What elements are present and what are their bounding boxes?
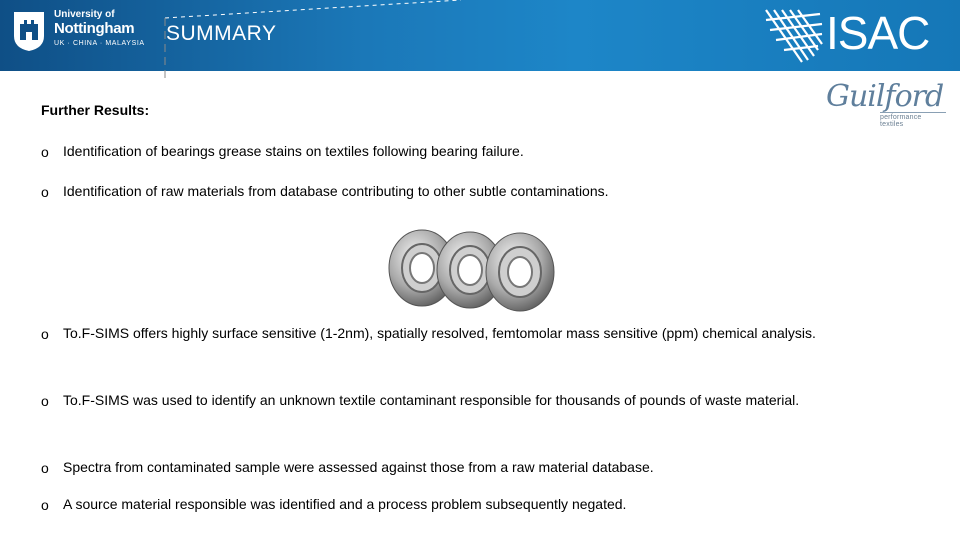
slide-title: SUMMARY [166, 22, 277, 45]
bullet-marker: o [41, 326, 49, 342]
isac-logo[interactable] [762, 6, 942, 66]
university-line1: University of [54, 9, 115, 20]
header-bar [0, 0, 960, 71]
bullet-text: Identification of raw materials from database contributing to other subtle contaminations. [63, 183, 609, 199]
university-line2: Nottingham [54, 20, 135, 37]
bullet-text: To.F-SIMS offers highly surface sensitive (1-2nm), spatially resolved, femtomolar mass sensitive (ppm) chemical analysis. [63, 325, 816, 341]
bullet-marker: o [41, 144, 49, 160]
bullet-marker: o [41, 460, 49, 476]
guilford-logo[interactable] [826, 79, 946, 128]
bullet-marker: o [41, 184, 49, 200]
bullet-text: A source material responsible was identified and a process problem subsequently negated. [63, 496, 627, 512]
bullet-text: To.F-SIMS was used to identify an unknown textile contaminant responsible for thousands of pounds of waste material. [63, 392, 800, 408]
section-heading: Further Results: [41, 102, 150, 118]
university-wordmark [54, 8, 145, 47]
university-logo[interactable] [12, 8, 152, 56]
guilford-tagline: performance textiles [880, 112, 946, 128]
guilford-wordmark: Guilford [826, 79, 944, 114]
bullet-marker: o [41, 393, 49, 409]
bullet-marker: o [41, 497, 49, 513]
decorative-dashed-line [163, 0, 463, 82]
bullet-text: Identification of bearings grease stains on textiles following bearing failure. [63, 143, 524, 159]
university-line3: UK · CHINA · MALAYSIA [54, 40, 145, 47]
bullet-text: Spectra from contaminated sample were assessed against those from a raw material database. [63, 459, 654, 475]
ball-bearings-image [386, 226, 558, 316]
castle-crest-icon [12, 10, 46, 52]
isac-wordmark: ISAC [826, 7, 930, 59]
isac-grid-icon [762, 6, 824, 64]
